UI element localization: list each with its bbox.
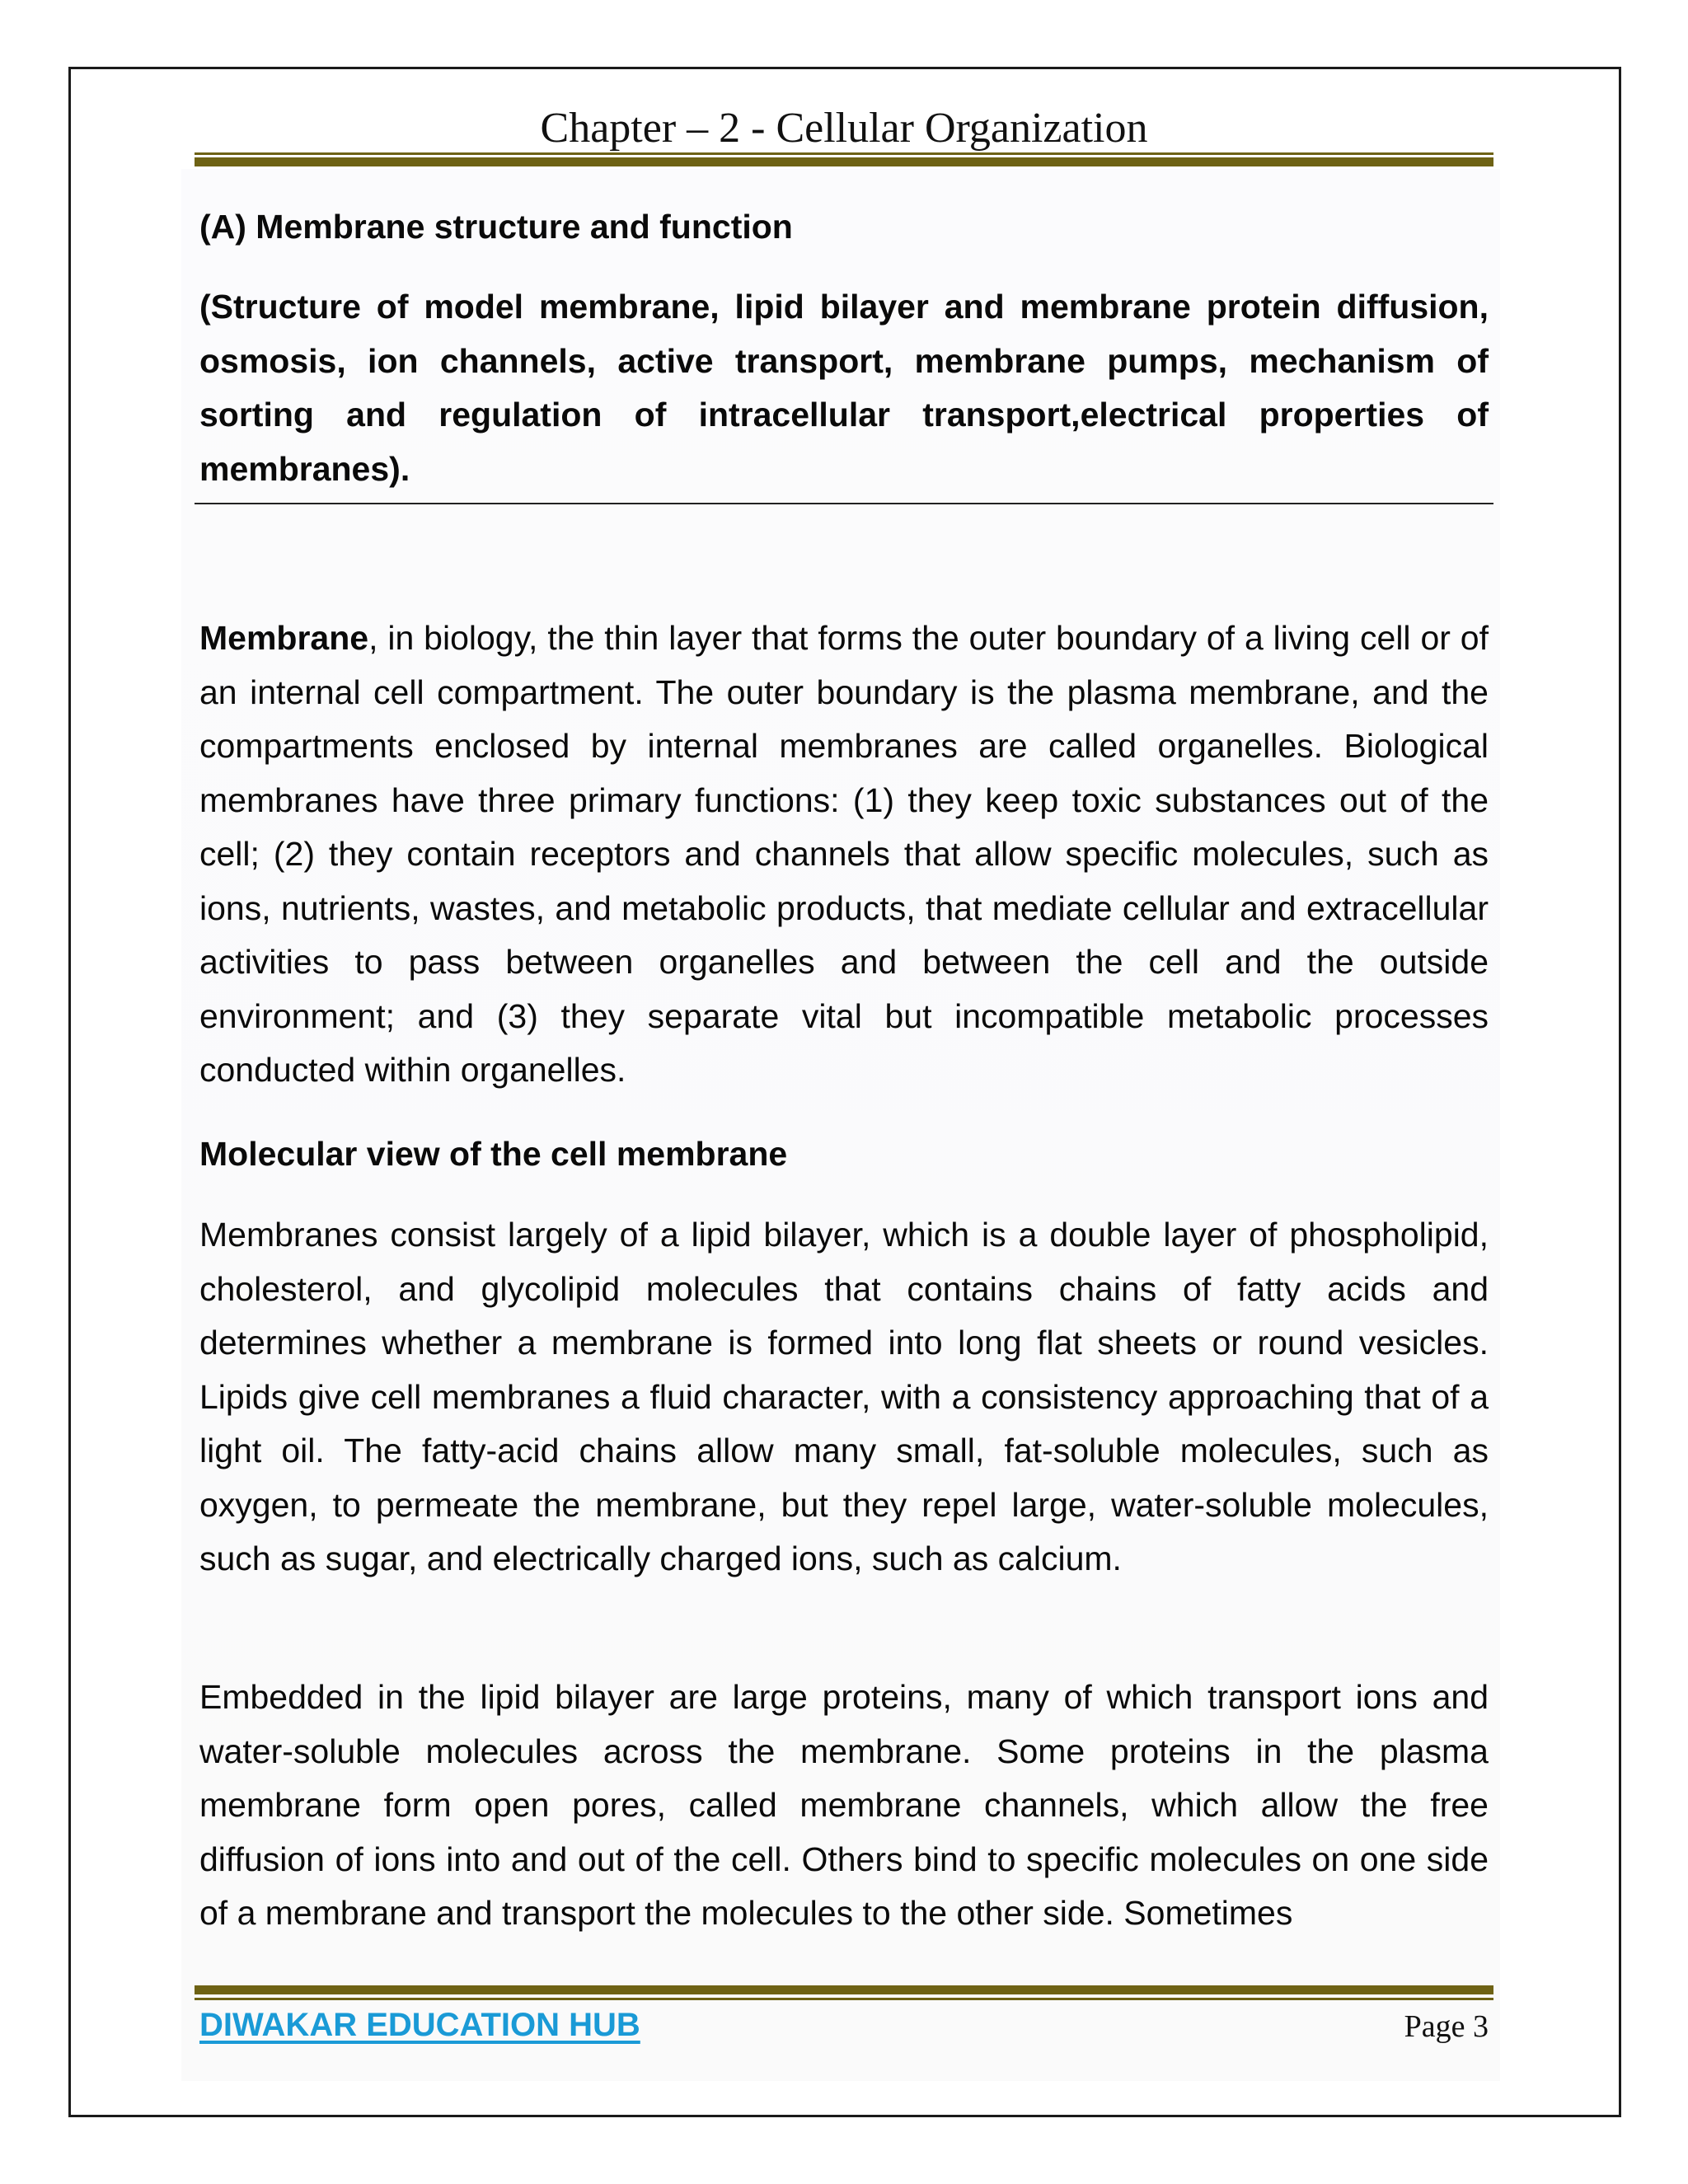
paragraph-membrane-proteins: Embedded in the lipid bilayer are large proteins, many of which transport ions and water-soluble molecules across the membrane. Some proteins in the plasma membrane form open pores, called membrane channels, which allow the free diffusion of ions into and out of the cell. Others bind to specific molecules on one side of a membrane and transport the molecules to the other side. Sometimes bbox=[199, 1678, 1489, 1932]
header-rule-thick bbox=[195, 157, 1493, 166]
page-title: Chapter – 2 - Cellular Organization bbox=[540, 105, 1148, 152]
section-divider bbox=[195, 503, 1493, 504]
header-rule-thin bbox=[195, 152, 1493, 155]
syllabus-text: (Structure of model membrane, lipid bilayer and membrane protein diffusion, osmosis, ion channels, active transport, membrane pumps, mechanism of sorting and regulation of intracellular transport,electrical properties of membranes). bbox=[199, 288, 1489, 488]
footer-brand-link[interactable]: DIWAKAR EDUCATION HUB bbox=[199, 2007, 640, 2043]
membrane-term: Membrane bbox=[199, 619, 369, 657]
page-number: Page 3 bbox=[1404, 2009, 1489, 2044]
membrane-definition-text: , in biology, the thin layer that forms the outer boundary of a living cell or of an internal cell compartment. The outer boundary is the plasma membrane, and the compartments enclosed by internal membranes are called organelles. Biological membranes have three primary functions: (1) they keep toxic substances out of the cell; (2) they contain receptors and channels that allow specific molecules, such as ions, nutrients, wastes, and metabolic products, that mediate cellular and extracellular activities to pass between organelles and between the cell and the outside environment; and (3) they separate vital but incompatible metabolic processes conducted within organelles. bbox=[199, 619, 1489, 1089]
paragraph-membrane-definition bbox=[199, 612, 1489, 1098]
section-heading: (A) Membrane structure and function bbox=[199, 208, 793, 246]
paragraph-lipid-bilayer: Membranes consist largely of a lipid bilayer, which is a double layer of phospholipid, cholesterol, and glycolipid molecules that contains chains of fatty acids and determines whether a membrane is formed into long flat sheets or round vesicles. Lipids give cell membranes a fluid character, with a consistency approaching that of a light oil. The fatty-acid chains allow many small, fat-soluble molecules, such as oxygen, to permeate the membrane, but they repel large, water-soluble molecules, such as sugar, and electrically charged ions, such as calcium. bbox=[199, 1216, 1489, 1577]
molecular-view-heading: Molecular view of the cell membrane bbox=[199, 1135, 788, 1173]
footer-rule-thick bbox=[195, 1985, 1493, 1994]
